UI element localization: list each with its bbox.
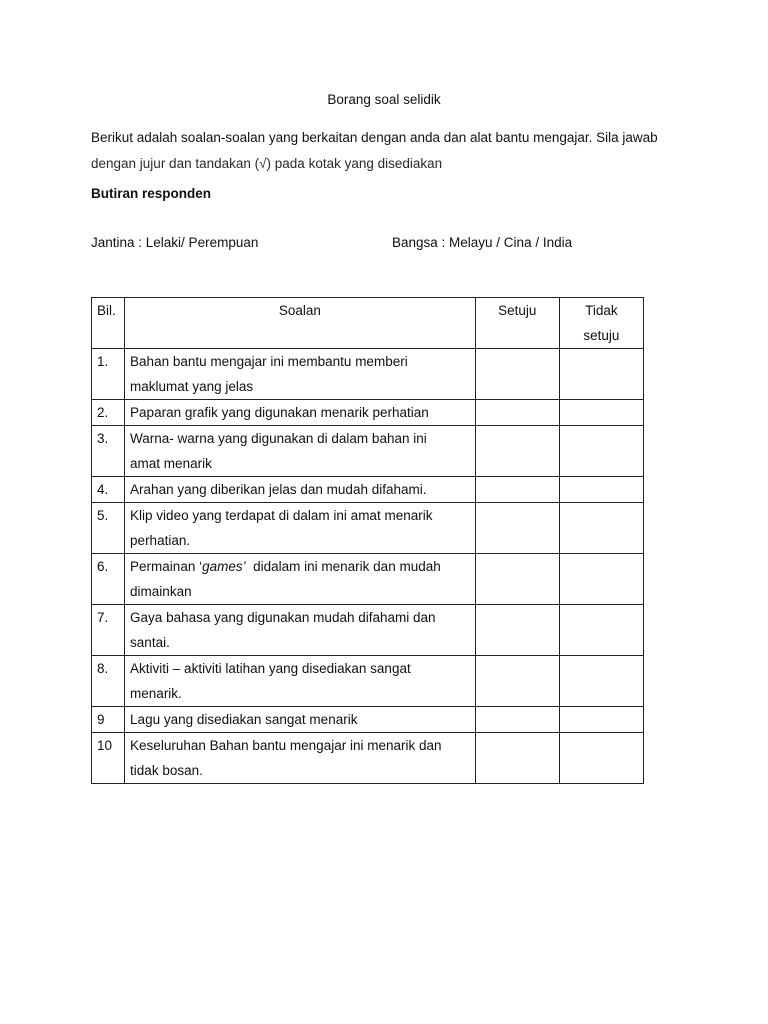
disagree-checkbox-cell[interactable] — [559, 349, 643, 400]
intro-line-2: dengan jujur dan tandakan (√) pada kotak yang disediakan — [91, 156, 443, 171]
document-title: Borang soal selidik — [327, 92, 441, 107]
agree-checkbox-cell[interactable] — [475, 477, 559, 503]
disagree-checkbox-cell[interactable] — [559, 426, 643, 477]
table-row — [92, 733, 644, 784]
question-line: menarik. — [130, 686, 182, 701]
header-question: Soalan — [125, 298, 476, 349]
header-disagree-line2: setuju — [583, 328, 620, 343]
question-line: dimainkan — [130, 584, 192, 599]
row-number: 10 — [92, 733, 125, 784]
race-field: Bangsa : Melayu / Cina / India — [392, 235, 573, 250]
question-line: Klip video yang terdapat di dalam ini amat menarik — [130, 508, 433, 523]
question-line — [130, 554, 470, 579]
question-line: Warna- warna yang digunakan di dalam bahan ini — [130, 431, 427, 446]
table-row — [92, 400, 644, 426]
table-header-row — [92, 298, 644, 349]
question-text — [125, 503, 476, 554]
question-line: Gaya bahasa yang digunakan mudah difahami dan — [130, 610, 436, 625]
table-row — [92, 656, 644, 707]
table-row — [92, 503, 644, 554]
header-disagree — [559, 298, 643, 349]
row-number: 8. — [92, 656, 125, 707]
question-line: Aktiviti – aktiviti latihan yang disediakan sangat — [130, 661, 411, 676]
agree-checkbox-cell[interactable] — [475, 400, 559, 426]
question-line: amat menarik — [130, 456, 212, 471]
agree-checkbox-cell[interactable] — [475, 707, 559, 733]
row-number: 5. — [92, 503, 125, 554]
table-row — [92, 605, 644, 656]
agree-checkbox-cell[interactable] — [475, 426, 559, 477]
question-line: Lagu yang disediakan sangat menarik — [130, 712, 358, 727]
question-text — [125, 477, 476, 503]
question-line: Bahan bantu mengajar ini membantu memberi — [130, 354, 408, 369]
question-line: tidak bosan. — [130, 763, 203, 778]
question-text-pre: Permainan ‘ — [130, 559, 203, 574]
header-no: Bil. — [92, 298, 125, 349]
agree-checkbox-cell[interactable] — [475, 554, 559, 605]
question-text — [125, 733, 476, 784]
row-number: 4. — [92, 477, 125, 503]
question-text — [125, 605, 476, 656]
question-text — [125, 656, 476, 707]
question-text-post: didalam ini menarik dan mudah — [245, 559, 441, 574]
agree-checkbox-cell[interactable] — [475, 349, 559, 400]
table-row — [92, 554, 644, 605]
disagree-checkbox-cell[interactable] — [559, 477, 643, 503]
header-disagree-line1: Tidak — [585, 303, 618, 318]
disagree-checkbox-cell[interactable] — [559, 503, 643, 554]
table-row — [92, 349, 644, 400]
disagree-checkbox-cell[interactable] — [559, 400, 643, 426]
question-line: Arahan yang diberikan jelas dan mudah difahami. — [130, 482, 427, 497]
question-line: perhatian. — [130, 533, 191, 548]
intro-line-1: Berikut adalah soalan-soalan yang berkaitan dengan anda dan alat bantu mengajar. Sila jawab — [91, 130, 658, 145]
header-agree: Setuju — [475, 298, 559, 349]
table-row — [92, 707, 644, 733]
row-number: 2. — [92, 400, 125, 426]
question-text-italic: games’ — [202, 559, 246, 574]
row-number: 1. — [92, 349, 125, 400]
table-row — [92, 426, 644, 477]
row-number: 9 — [92, 707, 125, 733]
question-line: santai. — [130, 635, 170, 650]
agree-checkbox-cell[interactable] — [475, 656, 559, 707]
question-text — [125, 349, 476, 400]
agree-checkbox-cell[interactable] — [475, 503, 559, 554]
questionnaire-table — [91, 297, 644, 784]
disagree-checkbox-cell[interactable] — [559, 733, 643, 784]
disagree-checkbox-cell[interactable] — [559, 605, 643, 656]
disagree-checkbox-cell[interactable] — [559, 554, 643, 605]
question-text — [125, 707, 476, 733]
intro-paragraph — [91, 125, 691, 177]
gender-field: Jantina : Lelaki/ Perempuan — [91, 235, 259, 250]
question-text — [125, 426, 476, 477]
question-text — [125, 400, 476, 426]
agree-checkbox-cell[interactable] — [475, 733, 559, 784]
section-heading-respondent: Butiran responden — [91, 186, 212, 201]
table-row — [92, 477, 644, 503]
agree-checkbox-cell[interactable] — [475, 605, 559, 656]
row-number: 6. — [92, 554, 125, 605]
row-number: 7. — [92, 605, 125, 656]
disagree-checkbox-cell[interactable] — [559, 707, 643, 733]
question-line: Keseluruhan Bahan bantu mengajar ini menarik dan — [130, 738, 442, 753]
question-line: maklumat yang jelas — [130, 379, 254, 394]
question-text — [125, 554, 476, 605]
row-number: 3. — [92, 426, 125, 477]
question-line: Paparan grafik yang digunakan menarik perhatian — [130, 405, 429, 420]
disagree-checkbox-cell[interactable] — [559, 656, 643, 707]
